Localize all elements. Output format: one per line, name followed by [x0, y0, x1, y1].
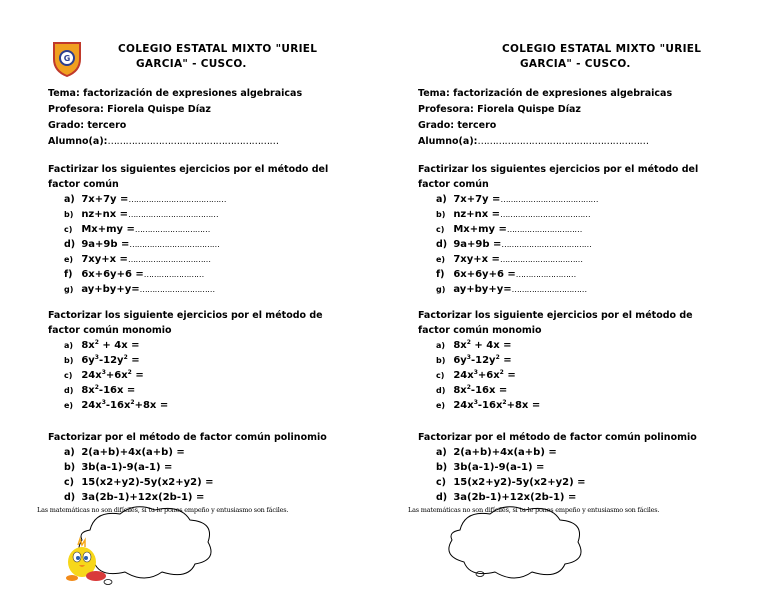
- teacher-line: Profesora: Fiorela Quispe Díaz: [418, 104, 581, 115]
- list-item: a) $8x^2 + 4x$ =: [436, 339, 512, 351]
- list-item: a) 7x+7y =…………………………………: [64, 194, 226, 205]
- list-item: b) 3b(a-1)-9(a-1) =: [64, 462, 173, 473]
- list-item: c) $24x^3+6x^2$ =: [64, 369, 144, 381]
- list-item: a) 7x+7y =…………………………………: [436, 194, 598, 205]
- topic-line: Tema: factorización de expresiones algebraicas: [418, 88, 673, 99]
- list-item: e) 7xy+x =……………………………: [64, 254, 211, 265]
- list-item: a) 2(a+b)+4x(a+b) =: [64, 447, 185, 458]
- school-name: [502, 42, 701, 72]
- list-item: c) $24x^3+6x^2$ =: [436, 369, 516, 381]
- list-item: c) Mx+my =…………………………: [436, 224, 582, 235]
- school-name: [118, 42, 317, 72]
- student-line: [418, 134, 672, 150]
- section2-list: [436, 338, 540, 413]
- motivational-quote: Las matemáticas no son difíciles, si tu le pones empeño y entusiasmo son fáciles.: [408, 506, 660, 514]
- school-crest-logo: [52, 41, 82, 77]
- list-item: e) $24x^3-16x^2+8x$ =: [436, 399, 541, 411]
- list-item: d) 3a(2b-1)+12x(2b-1) =: [436, 492, 577, 503]
- list-item: d) 9a+9b =………………………………: [436, 239, 592, 250]
- student-info: [48, 86, 302, 150]
- list-item: b) $6y^3-12y^2$ =: [436, 354, 512, 366]
- section3-list: [64, 445, 214, 505]
- topic-line: Tema: factorización de expresiones algebraicas: [48, 88, 303, 99]
- section1-title: Factirizar los siguientes ejercicios por el método del factor común: [418, 164, 699, 190]
- student-blank: …………………………………………………: [477, 136, 649, 147]
- list-item: d) $8x^2-16x$ =: [64, 384, 136, 396]
- list-item: a) $8x^2 + 4x$ =: [64, 339, 140, 351]
- section2-title: Factorizar los siguiente ejercicios por el método de factor común monomio: [418, 310, 693, 336]
- list-item: g) ay+by+y=…………………………: [436, 284, 587, 295]
- svg-text:G: G: [63, 54, 71, 63]
- section3-title: Factorizar por el método de factor común polinomio: [418, 432, 697, 443]
- section1-list: [436, 192, 598, 297]
- section2-title: Factorizar los siguiente ejercicios por el método de factor común monomio: [48, 310, 323, 336]
- section3-list: [436, 445, 586, 505]
- teacher-line: Profesora: Fiorela Quispe Díaz: [48, 104, 211, 115]
- worksheet-right: [384, 0, 768, 594]
- list-item: c) Mx+my =…………………………: [64, 224, 210, 235]
- section2-list: [64, 338, 168, 413]
- section1-list: [64, 192, 226, 297]
- list-item: d) 3a(2b-1)+12x(2b-1) =: [64, 492, 205, 503]
- list-item: e) 7xy+x =……………………………: [436, 254, 583, 265]
- school-name-line2: GARCIA" - CUSCO.: [520, 58, 631, 70]
- list-item: a) 2(a+b)+4x(a+b) =: [436, 447, 557, 458]
- section1-title: Factirizar los siguientes ejercicios por el método del factor común: [48, 164, 329, 190]
- list-item: c) 15(x2+y2)-5y(x2+y2) =: [64, 477, 214, 488]
- motivational-quote: Las matemáticas no son difíciles, si tu le pones empeño y entusiasmo son fáciles.: [37, 506, 289, 514]
- student-label: Alumno(a):: [48, 136, 108, 147]
- list-item: b) nz+nx =………………………………: [436, 209, 591, 220]
- list-item: f) 6x+6y+6 =……………………: [64, 269, 204, 280]
- student-blank: …………………………………………………: [107, 136, 279, 147]
- school-name-line1: COLEGIO ESTATAL MIXTO "URIEL: [118, 43, 318, 55]
- list-item: b) $6y^3-12y^2$ =: [64, 354, 140, 366]
- list-item: g) ay+by+y=…………………………: [64, 284, 215, 295]
- school-name-line2: GARCIA" - CUSCO.: [136, 58, 247, 70]
- list-item: d) 9a+9b =………………………………: [64, 239, 220, 250]
- cartoon-bird-image: [60, 536, 110, 586]
- student-label: Alumno(a):: [418, 136, 478, 147]
- list-item: d) $8x^2-16x$ =: [436, 384, 508, 396]
- list-item: f) 6x+6y+6 =……………………: [436, 269, 576, 280]
- grade-line: Grado: tercero: [48, 120, 127, 131]
- student-info: [418, 86, 672, 150]
- grade-line: Grado: tercero: [418, 120, 497, 131]
- list-item: e) $24x^3-16x^2+8x$ =: [64, 399, 169, 411]
- list-item: c) 15(x2+y2)-5y(x2+y2) =: [436, 477, 586, 488]
- thought-cloud: [440, 500, 590, 590]
- list-item: b) nz+nx =………………………………: [64, 209, 219, 220]
- student-line: [48, 134, 302, 150]
- school-name-line1: COLEGIO ESTATAL MIXTO "URIEL: [502, 43, 702, 55]
- list-item: b) 3b(a-1)-9(a-1) =: [436, 462, 545, 473]
- section3-title: Factorizar por el método de factor común polinomio: [48, 432, 327, 443]
